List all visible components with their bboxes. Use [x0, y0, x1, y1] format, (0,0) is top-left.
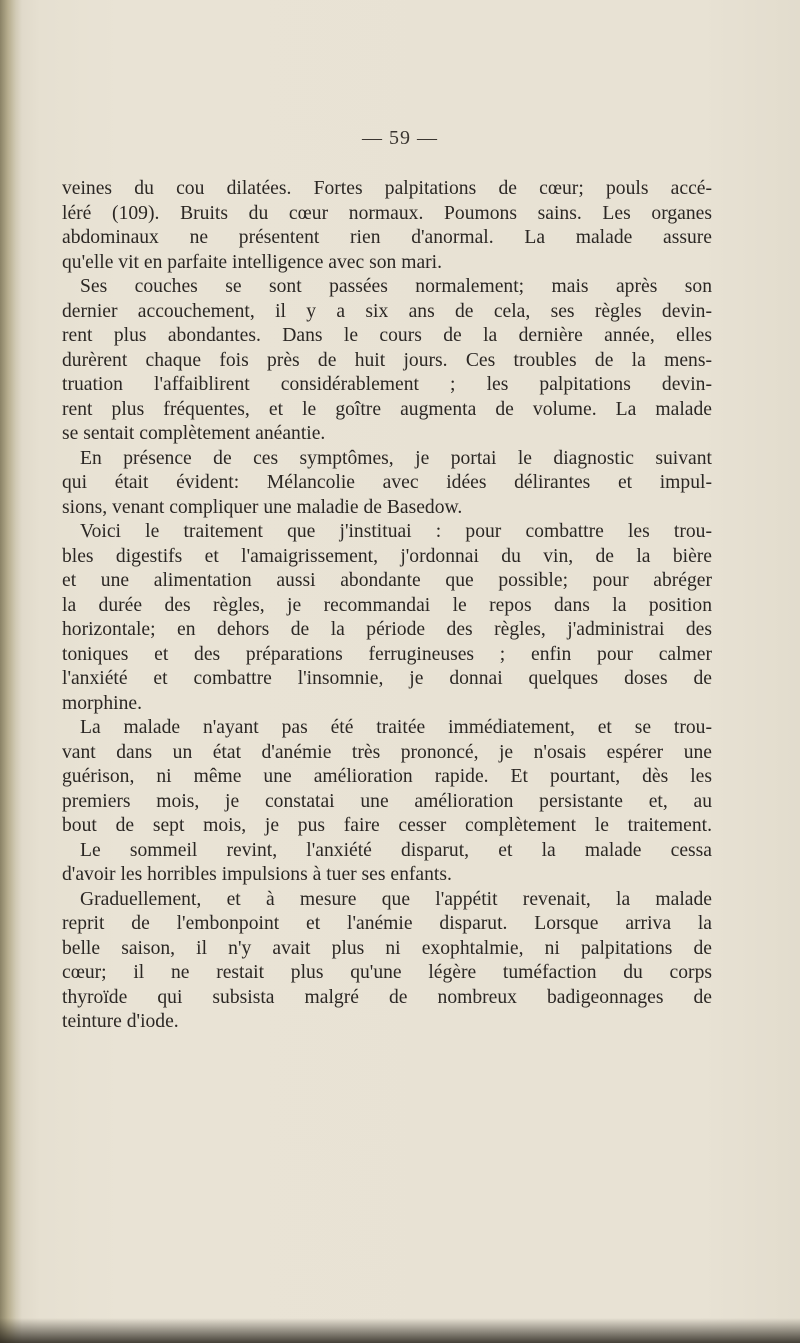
text-line: rent plus fréquentes, et le goître augmenta de volume. La malade	[62, 398, 712, 420]
text-line: qu'elle vit en parfaite intelligence avec son mari.	[62, 251, 443, 273]
text-line: guérison, ni même une amélioration rapide. Et pourtant, dès les	[62, 766, 712, 787]
text-line: abdominaux ne présentent rien d'anormal. La malade assure	[62, 227, 712, 248]
text-line: premiers mois, je constatai une amélioration persistante et, au	[62, 790, 712, 812]
text-line: toniques et des préparations ferrugineuses ; enfin pour calmer	[62, 643, 712, 665]
text-line: horizontale; en dehors de la période des règles, j'administrai des	[62, 619, 712, 640]
text-line: qui était évident: Mélancolie avec idées délirantes et impul-	[62, 472, 712, 493]
page-number: — 59 —	[362, 127, 438, 149]
text-line: se sentait complètement anéantie.	[62, 423, 326, 444]
text-line: morphine.	[62, 692, 142, 714]
text-line: sions, venant compliquer une maladie de Basedow.	[62, 496, 463, 518]
text-line: bout de sept mois, je pus faire cesser complètement le traitement.	[62, 815, 712, 836]
text-line: Voici le traitement que j'instituai : pour combattre les trou-	[80, 521, 712, 542]
text-line: veines du cou dilatées. Fortes palpitations de cœur; pouls accé-	[62, 178, 712, 199]
text-line: l'anxiété et combattre l'insomnie, je donnai quelques doses de	[62, 668, 712, 689]
text-line: léré (109). Bruits du cœur normaux. Poumons sains. Les organes	[62, 202, 712, 224]
text-line: bles digestifs et l'amaigrissement, j'ordonnai du vin, de la bière	[62, 545, 712, 567]
page-bottom-shadow	[0, 1318, 800, 1343]
text-line: dernier accouchement, il y a six ans de cela, ses règles devin-	[62, 300, 712, 322]
text-line: reprit de l'embonpoint et l'anémie disparut. Lorsque arriva la	[62, 913, 712, 934]
text-line: Graduellement, et à mesure que l'appétit revenait, la malade	[80, 888, 712, 910]
body-text	[62, 177, 712, 1035]
text-line: durèrent chaque fois près de huit jours. Ces troubles de la mens-	[62, 349, 712, 371]
text-line: Le sommeil revint, l'anxiété disparut, et la malade cessa	[80, 839, 712, 861]
text-line: et une alimentation aussi abondante que possible; pour abréger	[62, 570, 712, 591]
text-line: belle saison, il n'y avait plus ni exophtalmie, ni palpitations de	[62, 937, 712, 959]
text-line: En présence de ces symptômes, je portai le diagnostic suivant	[80, 447, 712, 469]
text-line: cœur; il ne restait plus qu'une légère tuméfaction du corps	[62, 962, 712, 983]
page-binding-edge	[0, 0, 22, 1343]
text-line: Ses couches se sont passées normalement; mais après son	[80, 276, 712, 297]
text-line: thyroïde qui subsista malgré de nombreux badigeonnages de	[62, 986, 712, 1008]
text-line: vant dans un état d'anémie très prononcé, je n'osais espérer une	[62, 741, 712, 763]
text-line: d'avoir les horribles impulsions à tuer ses enfants.	[62, 864, 452, 885]
text-line: truation l'affaiblirent considérablement ; les palpitations devin-	[62, 374, 712, 395]
text-line: rent plus abondantes. Dans le cours de la dernière année, elles	[62, 325, 712, 346]
text-line: la durée des règles, je recommandai le repos dans la position	[62, 594, 712, 616]
text-line: La malade n'ayant pas été traitée immédiatement, et se trou-	[80, 717, 712, 738]
text-line: teinture d'iode.	[62, 1011, 179, 1032]
